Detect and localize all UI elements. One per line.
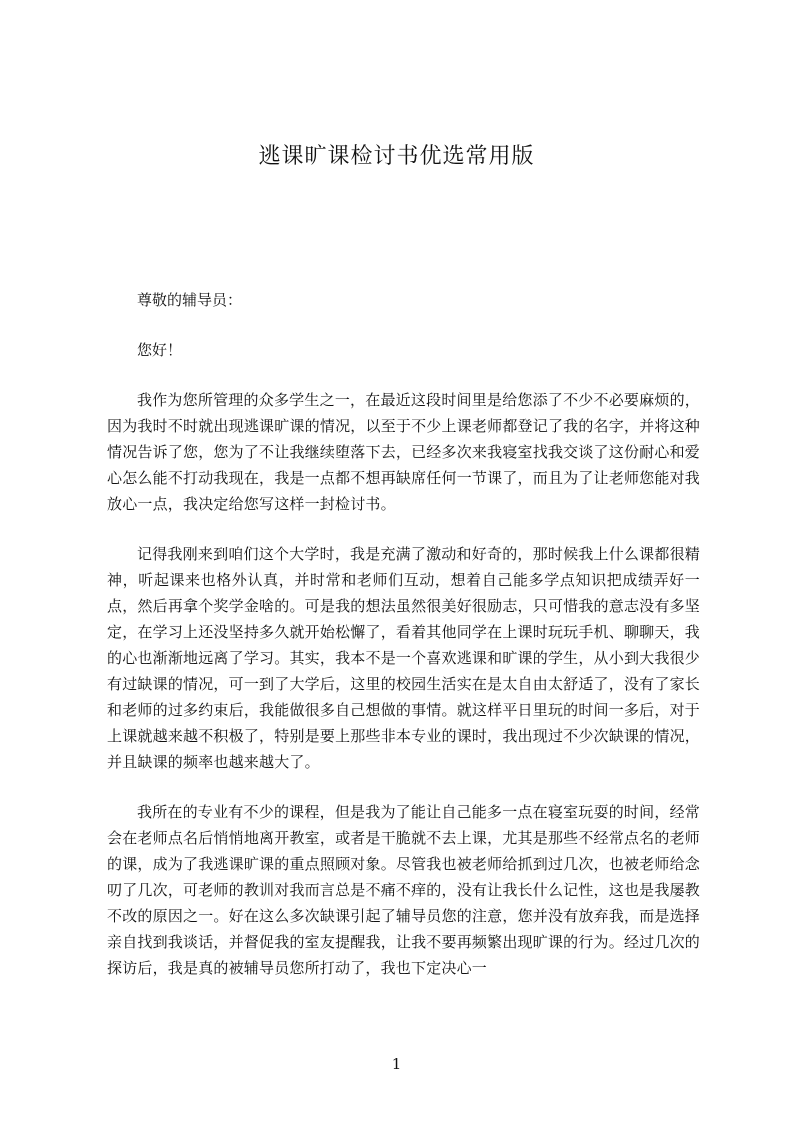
letter-body bbox=[107, 287, 700, 981]
paragraph: 记得我刚来到咱们这个大学时，我是充满了激动和好奇的，那时候我上什么课都很精神，听起课来也格外认真，并时常和老师们互动，想着自己能多学点知识把成绩弄好一点，然后再拿个奖学金啥的。可是我的想法虽然很美好很励志，只可惜我的意志没有多坚定，在学习上还没坚持多久就开始松懈了，看着其他同学在上课时玩玩手机、聊聊天，我的心也渐渐地远离了学习。其实，我本不是一个喜欢逃课和旷课的学生，从小到大我很少有过缺课的情况，可一到了大学后，这里的校园生活实在是太自由太舒适了，没有了家长和老师的过多约束后，我能做很多自己想做的事情。就这样平日里玩的时间一多后，对于上课就越来越不积极了，特别是要上那些非本专业的课时，我出现过不少次缺课的情况，并且缺课的频率也越来越大了。 bbox=[107, 545, 700, 771]
page-title: 逃课旷课检讨书优选常用版 bbox=[258, 144, 535, 169]
salutation: 尊敬的辅导员： bbox=[137, 291, 243, 309]
paragraph: 我作为您所管理的众多学生之一，在最近这段时间里是给您添了不少不必要麻烦的，因为我时不时就出现逃课旷课的情况，以至于不少上课老师都登记了我的名字，并将这种情况告诉了您，您为了不让我继续堕落下去，已经多次来我寝室找我交谈了这份耐心和爱心怎么能不打动我现在，我是一点都不想再缺席任何一节课了，而且为了让老师您能对我放心一点，我决定给您写这样一封检讨书。 bbox=[107, 391, 700, 513]
page-number: 1 bbox=[391, 1055, 402, 1073]
greeting: 您好！ bbox=[137, 341, 183, 359]
paragraph: 我所在的专业有不少的课程，但是我为了能让自己能多一点在寝室玩耍的时间，经常会在老师点名后悄悄地离开教室，或者是干脆就不去上课，尤其是那些不经常点名的老师的课，成为了我逃课旷课的重点照顾对象。尽管我也被老师给抓到过几次，也被老师给念叨了几次，可老师的教训对我而言总是不痛不痒的，没有让我长什么记性，这也是我屡教不改的原因之一。好在这么多次缺课引起了辅导员您的注意，您并没有放弃我，而是选择亲自找到我谈话，并督促我的室友提醒我，让我不要再频繁出现旷课的行为。经过几次的探访后，我是真的被辅导员您所打动了，我也下定决心一 bbox=[107, 803, 700, 977]
